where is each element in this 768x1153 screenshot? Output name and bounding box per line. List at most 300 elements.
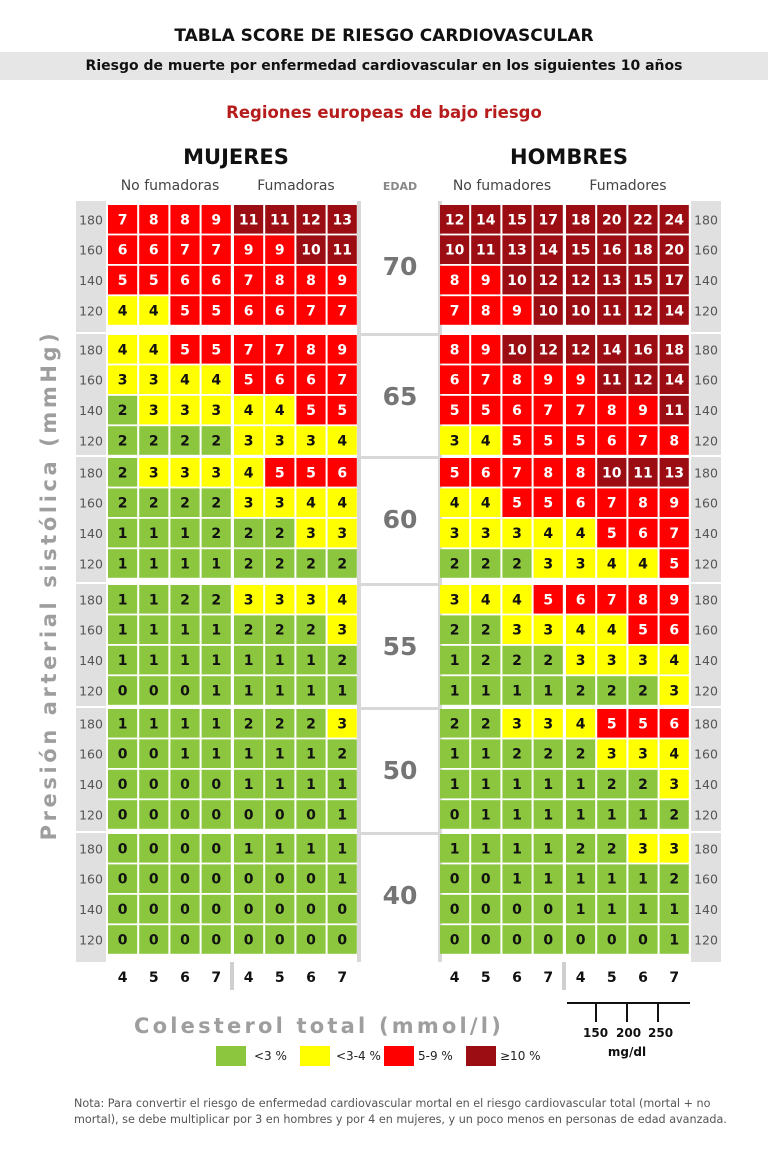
risk-value: 4	[306, 495, 316, 512]
cholesterol-tick: 7	[669, 970, 680, 986]
risk-value: 5	[575, 433, 586, 450]
risk-value: 6	[480, 465, 491, 482]
risk-value: 12	[538, 273, 558, 290]
risk-value: 2	[211, 495, 222, 512]
risk-value: 1	[148, 592, 159, 609]
risk-value: 2	[638, 683, 648, 700]
risk-value: 0	[117, 932, 128, 949]
risk-value: 7	[575, 403, 586, 420]
cholesterol-tick: 4	[243, 970, 254, 986]
risk-value: 4	[575, 622, 586, 639]
risk-value: 0	[148, 841, 159, 858]
risk-value: 1	[211, 556, 222, 573]
risk-value: 0	[480, 932, 491, 949]
age-separator-left	[76, 332, 106, 334]
risk-value: 8	[306, 342, 316, 359]
risk-value: 0	[117, 902, 128, 919]
risk-value: 1	[148, 556, 159, 573]
bp-tick-right: 140	[694, 902, 718, 918]
risk-value: 2	[669, 871, 680, 888]
risk-value: 0	[180, 683, 190, 700]
bp-tick-left: 140	[79, 777, 103, 793]
chart-title: TABLA SCORE DE RIESGO CARDIOVASCULAR	[174, 26, 594, 46]
risk-value: 0	[606, 932, 617, 949]
risk-value: 12	[633, 303, 653, 320]
age-separator-center	[357, 456, 442, 459]
risk-value: 8	[449, 273, 460, 290]
risk-value: 2	[543, 746, 554, 763]
risk-value: 2	[306, 716, 316, 733]
risk-value: 12	[444, 212, 465, 229]
risk-value: 7	[543, 403, 554, 420]
cholesterol-tick: 5	[148, 970, 159, 986]
risk-value: 6	[337, 465, 348, 482]
age-separator-center	[357, 707, 442, 710]
risk-value: 1	[575, 777, 586, 794]
risk-value: 5	[117, 273, 128, 290]
risk-value: 4	[480, 495, 491, 512]
risk-value: 3	[543, 716, 554, 733]
cholesterol-tick: 4	[575, 970, 586, 986]
risk-value: 1	[543, 777, 554, 794]
bp-tick-right: 160	[694, 746, 718, 762]
risk-value: 10	[444, 242, 465, 259]
risk-value: 9	[243, 242, 254, 259]
risk-value: 1	[243, 746, 254, 763]
risk-value: 6	[274, 303, 285, 320]
age-separator-center	[357, 832, 442, 835]
risk-value: 10	[301, 242, 321, 259]
risk-value: 12	[633, 372, 653, 389]
risk-value: 2	[575, 683, 586, 700]
bp-tick-right: 140	[694, 273, 718, 289]
risk-value: 5	[449, 403, 460, 420]
risk-value: 2	[606, 841, 617, 858]
risk-value: 2	[480, 716, 491, 733]
risk-value: 6	[638, 526, 648, 543]
risk-value: 1	[337, 683, 348, 700]
risk-value: 3	[512, 716, 522, 733]
risk-value: 3	[337, 716, 348, 733]
risk-value: 1	[306, 653, 316, 670]
risk-value: 6	[180, 273, 190, 290]
risk-value: 2	[512, 556, 522, 573]
risk-value: 1	[274, 841, 285, 858]
risk-value: 3	[449, 526, 460, 543]
risk-value: 1	[243, 841, 254, 858]
risk-value: 7	[180, 242, 190, 259]
risk-value: 8	[274, 273, 285, 290]
risk-value: 10	[507, 342, 527, 359]
bp-tick-right: 160	[694, 871, 718, 887]
risk-value: 8	[606, 403, 617, 420]
risk-value: 6	[575, 592, 586, 609]
risk-value: 1	[337, 807, 348, 824]
risk-value: 3	[575, 556, 586, 573]
risk-value: 1	[480, 777, 491, 794]
risk-value: 3	[543, 556, 554, 573]
risk-value: 5	[243, 372, 254, 389]
risk-value: 1	[274, 777, 285, 794]
risk-value: 0	[211, 807, 222, 824]
risk-value: 0	[274, 807, 285, 824]
risk-value: 0	[211, 932, 222, 949]
risk-value: 2	[480, 622, 491, 639]
risk-value: 2	[148, 495, 159, 512]
risk-value: 9	[575, 372, 586, 389]
risk-value: 1	[211, 716, 222, 733]
risk-value: 1	[480, 807, 491, 824]
risk-value: 0	[575, 932, 586, 949]
risk-value: 24	[664, 212, 684, 229]
bp-tick-left: 160	[79, 622, 103, 638]
risk-value: 5	[180, 342, 190, 359]
women-header: MUJERES	[183, 145, 289, 169]
risk-value: 4	[337, 433, 348, 450]
risk-value: 1	[180, 716, 190, 733]
bp-tick-left: 180	[79, 592, 103, 608]
risk-value: 0	[117, 683, 128, 700]
risk-value: 9	[669, 592, 680, 609]
risk-value: 4	[243, 403, 254, 420]
legend-label-darkred: ≥10 %	[500, 1049, 541, 1063]
risk-value: 15	[507, 212, 527, 229]
risk-value: 2	[306, 556, 316, 573]
risk-value: 9	[337, 273, 348, 290]
risk-value: 0	[306, 902, 316, 919]
risk-value: 3	[180, 403, 190, 420]
risk-value: 8	[449, 342, 460, 359]
risk-value: 0	[449, 932, 460, 949]
mgdl-tick-250: 250	[648, 1026, 674, 1040]
bottom-divider-women	[230, 962, 234, 990]
risk-value: 1	[211, 683, 222, 700]
risk-value: 2	[211, 433, 222, 450]
risk-value: 1	[480, 683, 491, 700]
risk-value: 7	[211, 242, 222, 259]
risk-value: 3	[480, 526, 491, 543]
risk-value: 5	[606, 526, 617, 543]
risk-value: 2	[117, 495, 128, 512]
cholesterol-tick: 5	[606, 970, 617, 986]
legend-swatch-red	[384, 1046, 414, 1066]
risk-value: 0	[180, 902, 190, 919]
risk-value: 1	[337, 841, 348, 858]
men-smokers-label: Fumadores	[589, 178, 667, 194]
risk-value: 6	[148, 242, 159, 259]
risk-value: 1	[117, 653, 128, 670]
risk-value: 3	[575, 653, 586, 670]
risk-value: 1	[669, 902, 680, 919]
risk-value: 3	[148, 372, 159, 389]
risk-value: 11	[602, 372, 622, 389]
risk-value: 1	[148, 716, 159, 733]
risk-value: 2	[512, 653, 522, 670]
age-label: 50	[382, 755, 418, 785]
risk-value: 1	[512, 807, 522, 824]
risk-value: 4	[543, 526, 554, 543]
risk-value: 2	[606, 777, 617, 794]
cholesterol-tick: 7	[543, 970, 554, 986]
cholesterol-tick: 4	[117, 970, 128, 986]
risk-value: 1	[543, 807, 554, 824]
risk-value: 1	[117, 592, 128, 609]
risk-value: 4	[480, 592, 491, 609]
risk-value: 3	[512, 622, 522, 639]
legend-swatch-yellow	[300, 1046, 330, 1066]
risk-value: 3	[211, 465, 222, 482]
risk-value: 4	[638, 556, 648, 573]
risk-value: 3	[243, 495, 254, 512]
risk-value: 5	[606, 716, 617, 733]
risk-value: 2	[274, 526, 285, 543]
risk-value: 0	[180, 807, 190, 824]
risk-value: 14	[602, 342, 622, 359]
risk-value: 16	[633, 342, 653, 359]
risk-value: 1	[449, 683, 460, 700]
risk-value: 1	[180, 653, 190, 670]
risk-value: 4	[449, 495, 460, 512]
risk-value: 22	[633, 212, 653, 229]
risk-value: 3	[337, 526, 348, 543]
cholesterol-tick: 6	[306, 970, 316, 986]
cholesterol-tick: 6	[638, 970, 648, 986]
risk-value: 0	[306, 807, 316, 824]
x-axis-label: Colesterol total (mmol/l)	[134, 1014, 504, 1038]
risk-value: 15	[570, 242, 591, 259]
age-label: 40	[382, 880, 418, 910]
risk-value: 0	[306, 932, 316, 949]
risk-value: 1	[480, 841, 491, 858]
risk-value: 1	[117, 526, 128, 543]
risk-value: 9	[480, 273, 491, 290]
risk-value: 1	[148, 622, 159, 639]
risk-value: 0	[543, 932, 554, 949]
cholesterol-tick: 6	[180, 970, 190, 986]
risk-value: 1	[274, 653, 285, 670]
age-separator-left	[76, 831, 106, 833]
risk-value: 1	[117, 622, 128, 639]
risk-value: 7	[117, 212, 128, 229]
risk-value: 2	[449, 556, 460, 573]
risk-value: 3	[606, 746, 617, 763]
bp-tick-right: 160	[694, 495, 718, 511]
risk-value: 4	[117, 303, 128, 320]
risk-value: 1	[211, 746, 222, 763]
risk-value: 3	[243, 433, 254, 450]
risk-value: 1	[274, 746, 285, 763]
risk-value: 13	[507, 242, 527, 259]
bp-tick-right: 180	[694, 342, 718, 358]
cholesterol-tick: 5	[274, 970, 285, 986]
risk-value: 7	[337, 303, 348, 320]
risk-value: 13	[332, 212, 352, 229]
risk-value: 11	[664, 403, 684, 420]
bp-tick-left: 120	[79, 556, 103, 572]
bp-tick-left: 160	[79, 372, 103, 388]
risk-value: 0	[337, 902, 348, 919]
risk-value: 4	[337, 592, 348, 609]
risk-value: 1	[512, 871, 522, 888]
risk-value: 1	[243, 683, 254, 700]
risk-value: 0	[211, 777, 222, 794]
risk-value: 0	[148, 871, 159, 888]
bp-tick-right: 180	[694, 716, 718, 732]
risk-value: 3	[306, 433, 316, 450]
risk-value: 9	[211, 212, 222, 229]
risk-value: 7	[606, 495, 617, 512]
risk-value: 0	[148, 807, 159, 824]
risk-value: 0	[243, 807, 254, 824]
risk-value: 6	[512, 403, 522, 420]
risk-value: 5	[480, 403, 491, 420]
risk-value: 20	[664, 242, 684, 259]
risk-value: 4	[480, 433, 491, 450]
age-separator-center	[357, 583, 442, 586]
risk-value: 6	[575, 495, 586, 512]
risk-value: 4	[243, 465, 254, 482]
legend-label-yellow: <3-4 %	[336, 1049, 381, 1063]
risk-value: 0	[243, 902, 254, 919]
risk-value: 18	[570, 212, 591, 229]
risk-value: 6	[606, 433, 617, 450]
risk-value: 3	[148, 465, 159, 482]
risk-value: 2	[274, 622, 285, 639]
bp-tick-left: 160	[79, 495, 103, 511]
legend-label-red: 5-9 %	[418, 1049, 453, 1063]
bp-tick-left: 120	[79, 932, 103, 948]
risk-value: 14	[476, 212, 496, 229]
bp-tick-right: 140	[694, 526, 718, 542]
risk-value: 3	[274, 495, 285, 512]
risk-value: 6	[669, 622, 680, 639]
risk-value: 8	[669, 433, 680, 450]
risk-value: 5	[180, 303, 190, 320]
risk-value: 2	[117, 433, 128, 450]
age-column-bg	[361, 201, 438, 962]
mgdl-tick-150: 150	[583, 1026, 609, 1040]
risk-value: 5	[337, 403, 348, 420]
bp-tick-left: 140	[79, 653, 103, 669]
risk-value: 7	[606, 592, 617, 609]
bp-tick-left: 160	[79, 871, 103, 887]
risk-value: 6	[669, 716, 680, 733]
bp-tick-left: 180	[79, 212, 103, 228]
risk-value: 3	[148, 403, 159, 420]
cholesterol-tick: 7	[337, 970, 348, 986]
risk-value: 15	[633, 273, 653, 290]
risk-value: 0	[274, 932, 285, 949]
risk-value: 8	[638, 592, 648, 609]
risk-value: 0	[306, 871, 316, 888]
bp-tick-right: 120	[694, 807, 718, 823]
risk-value: 8	[480, 303, 491, 320]
risk-value: 0	[243, 932, 254, 949]
risk-value: 0	[512, 902, 522, 919]
risk-value: 2	[480, 653, 491, 670]
risk-value: 12	[570, 342, 591, 359]
risk-value: 14	[664, 303, 684, 320]
age-separator-center	[357, 333, 442, 336]
risk-value: 3	[543, 622, 554, 639]
risk-value: 1	[449, 653, 460, 670]
risk-value: 0	[180, 932, 190, 949]
risk-value: 3	[180, 465, 190, 482]
bp-tick-right: 180	[694, 212, 718, 228]
risk-value: 0	[274, 871, 285, 888]
risk-value: 20	[602, 212, 622, 229]
risk-value: 0	[480, 871, 491, 888]
bp-tick-left: 180	[79, 841, 103, 857]
risk-value: 6	[117, 242, 128, 259]
risk-value: 1	[180, 622, 190, 639]
age-separator-left	[76, 706, 106, 708]
risk-value: 1	[211, 653, 222, 670]
bp-tick-right: 120	[694, 683, 718, 699]
risk-value: 4	[606, 556, 617, 573]
risk-value: 3	[669, 841, 680, 858]
risk-value: 0	[211, 841, 222, 858]
risk-value: 4	[211, 372, 222, 389]
risk-value: 1	[606, 902, 617, 919]
risk-value: 9	[274, 242, 285, 259]
age-label: 55	[382, 631, 418, 661]
risk-value: 0	[211, 871, 222, 888]
risk-value: 3	[638, 841, 648, 858]
risk-value: 0	[337, 932, 348, 949]
age-separator-right	[691, 582, 721, 584]
age-header: EDAD	[382, 180, 418, 193]
age-label: 60	[382, 504, 418, 534]
risk-value: 1	[148, 526, 159, 543]
risk-value: 3	[274, 433, 285, 450]
risk-value: 2	[638, 777, 648, 794]
cholesterol-tick: 5	[480, 970, 491, 986]
risk-value: 2	[337, 746, 348, 763]
risk-value: 7	[274, 342, 285, 359]
risk-value: 1	[480, 746, 491, 763]
bp-tick-right: 160	[694, 372, 718, 388]
bp-tick-left: 160	[79, 746, 103, 762]
risk-value: 7	[512, 465, 522, 482]
risk-value: 12	[301, 212, 321, 229]
risk-value: 0	[148, 902, 159, 919]
risk-value: 6	[211, 273, 222, 290]
risk-value: 7	[243, 273, 254, 290]
risk-value: 3	[211, 403, 222, 420]
risk-value: 2	[669, 807, 680, 824]
risk-value: 4	[117, 342, 128, 359]
risk-value: 7	[243, 342, 254, 359]
risk-value: 1	[575, 871, 586, 888]
risk-value: 3	[117, 372, 128, 389]
risk-value: 14	[538, 242, 558, 259]
region-label: Regiones europeas de bajo riesgo	[226, 103, 542, 122]
y-axis-label: Presión arterial sistólica (mmHg)	[37, 329, 61, 841]
bp-tick-right: 120	[694, 932, 718, 948]
risk-value: 2	[117, 465, 128, 482]
risk-value: 3	[669, 683, 680, 700]
risk-value: 2	[243, 556, 254, 573]
mgdl-unit: mg/dl	[607, 1045, 647, 1059]
bp-tick-left: 120	[79, 807, 103, 823]
legend-swatch-green	[216, 1046, 246, 1066]
bp-tick-right: 120	[694, 556, 718, 572]
bp-tick-left: 140	[79, 403, 103, 419]
risk-value: 2	[243, 716, 254, 733]
risk-value: 1	[117, 716, 128, 733]
risk-value: 1	[337, 777, 348, 794]
